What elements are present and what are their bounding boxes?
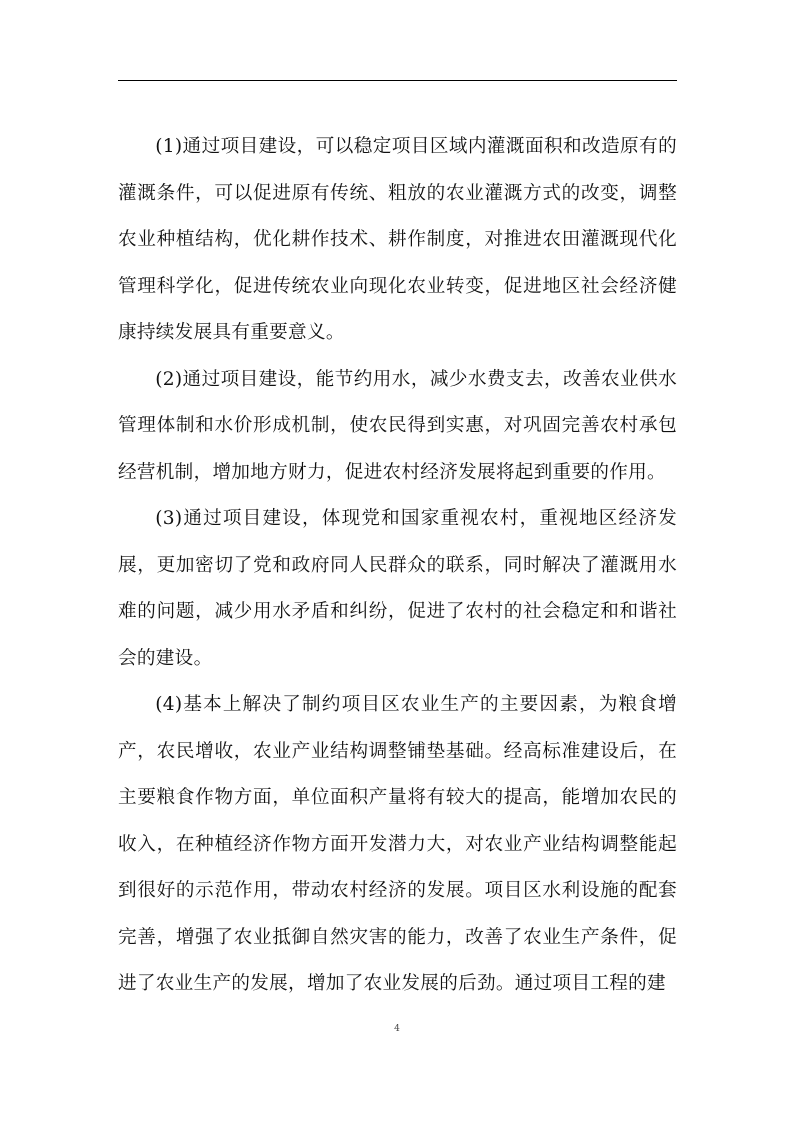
document-body bbox=[118, 124, 677, 1008]
header-rule bbox=[118, 80, 677, 81]
paragraph-3: (3)通过项目建设，体现党和国家重视农村，重视地区经济发展，更加密切了党和政府同人民群众的联系，同时解决了灌溉用水难的问题，减少用水矛盾和纠纷，促进了农村的社会稳定和和谐社会的建设。 bbox=[118, 508, 677, 669]
paragraph-2: (2)通过项目建设，能节约用水，减少水费支去，改善农业供水管理体制和水价形成机制，使农民得到实惠，对巩固完善农村承包经营机制，增加地方财力，促进农村经济发展将起到重要的作用。 bbox=[118, 368, 677, 483]
paragraph-4: (4)基本上解决了制约项目区农业生产的主要因素，为粮食增产，农民增收，农业产业结构调整铺垫基础。经高标准建设后，在主要粮食作物方面，单位面积产量将有较大的提高，能增加农民的收入，在种植经济作物方面开发潜力大，对农业产业结构调整能起到很好的示范作用，带动农村经济的发展。项目区水利设施的配套完善，增强了农业抵御自然灾害的能力，改善了农业生产条件，促进了农业生产的发展，增加了农业发展的后劲。通过项目工程的建 bbox=[118, 694, 677, 994]
paragraph-1: (1)通过项目建设，可以稳定项目区域内灌溉面积和改造原有的灌溉条件，可以促进原有传统、粗放的农业灌溉方式的改变，调整农业种植结构，优化耕作技术、耕作制度，对推进农田灌溉现代化管理科学化，促进传统农业向现化农业转变，促进地区社会经济健康持续发展具有重要意义。 bbox=[118, 136, 677, 343]
page-number: 4 bbox=[394, 1024, 400, 1034]
